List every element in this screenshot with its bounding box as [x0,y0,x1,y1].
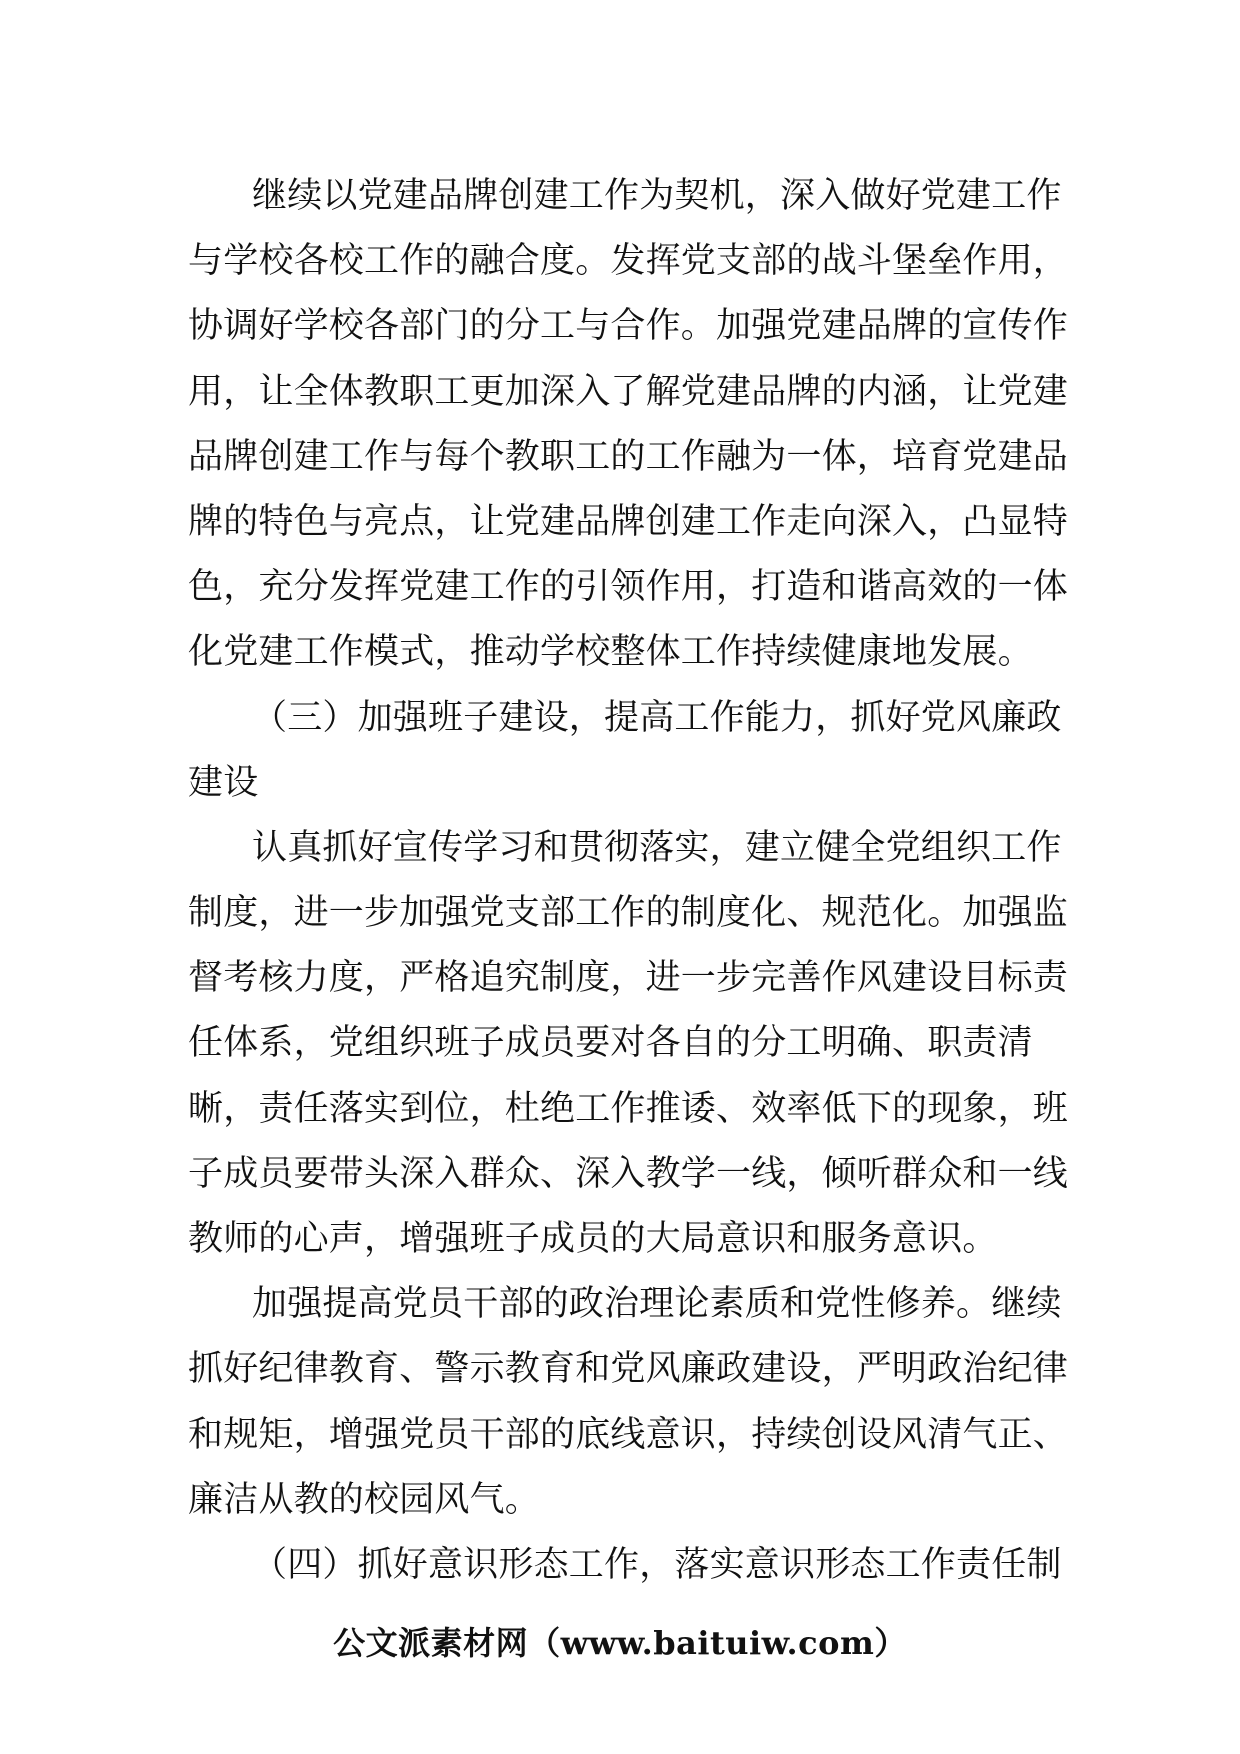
paragraph-line: 廉洁从教的校园风气。 [188,1479,541,1520]
section-heading-4: （四）抓好意识形态工作，落实意识形态工作责任制 [252,1544,1062,1585]
section-heading-3-cont: 建设 [188,762,259,803]
paragraph-line: 用，让全体教职工更加深入了解党建品牌的内涵，让党建 [188,371,1069,412]
section-heading-3: （三）加强班子建设，提高工作能力，抓好党风廉政 [252,697,1062,738]
paragraph-line: 继续以党建品牌创建工作为契机，深入做好党建工作 [252,176,1062,216]
paragraph-line: 加强提高党员干部的政治理论素质和党性修养。继续 [252,1284,1062,1325]
paragraph-line: 子成员要带头深入群众、深入教学一线，倾听群众和一线 [188,1153,1069,1194]
paragraph-line: 教师的心声，增强班子成员的大局意识和服务意识。 [188,1219,998,1259]
paragraph-line: 协调好学校各部门的分工与合作。加强党建品牌的宣传作 [188,306,1069,347]
paragraph-line: 晰，责任落实到位，杜绝工作推诿、效率低下的现象，班 [188,1088,1069,1129]
document-body [188,164,1069,1598]
paragraph-line: 抓好纪律教育、警示教育和党风廉政建设，严明政治纪律 [188,1349,1069,1390]
paragraph-line: 化党建工作模式，推动学校整体工作持续健康地发展。 [188,632,1033,673]
paragraph-line: 品牌创建工作与每个教职工的工作融为一体，培育党建品 [188,436,1069,477]
paragraph-line: 任体系，党组织班子成员要对各自的分工明确、职责清 [188,1023,1033,1064]
paragraph-line: 制度，进一步加强党支部工作的制度化、规范化。加强监 [188,893,1069,934]
paragraph-line: 认真抓好宣传学习和贯彻落实，建立健全党组织工作 [252,827,1062,868]
paragraph-line: 与学校各校工作的融合度。发挥党支部的战斗堡垒作用， [188,241,1069,282]
footer-watermark: 公文派素材网（www.baituiw.com） [333,1624,907,1662]
paragraph-line: 牌的特色与亮点，让党建品牌创建工作走向深入，凸显特 [188,501,1069,542]
paragraph-line: 督考核力度，严格追究制度，进一步完善作风建设目标责 [188,958,1069,999]
paragraph-line: 色，充分发挥党建工作的引领作用，打造和谐高效的一体 [188,567,1069,608]
paragraph-line: 和规矩，增强党员干部的底线意识，持续创设风清气正、 [188,1414,1069,1455]
